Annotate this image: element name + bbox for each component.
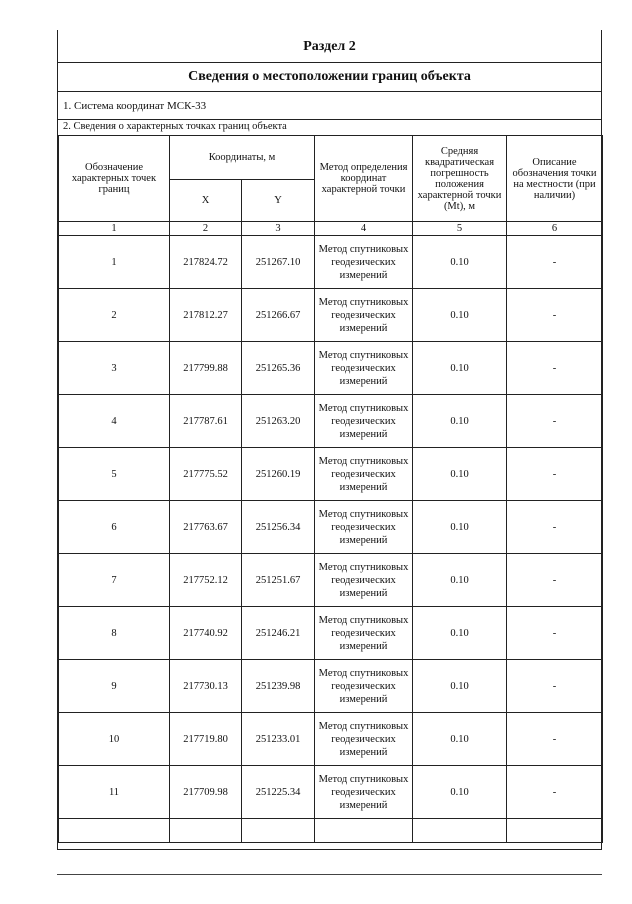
error-cell: 0.10: [413, 660, 507, 713]
header-coordinates: Координаты, м: [170, 136, 315, 180]
column-number-row: [59, 222, 603, 236]
header-point-name: Обозначение характерных точек границ: [59, 136, 170, 222]
description-cell: -: [507, 766, 603, 819]
point-number: 3: [59, 342, 170, 395]
error-cell: 0.10: [413, 448, 507, 501]
method-cell: Метод спутниковых геодезических измерений: [315, 554, 413, 607]
coordinate-x: 217799.88: [170, 342, 242, 395]
header-method: Метод определения координат характерной точки: [315, 136, 413, 222]
error-cell: 0.10: [413, 395, 507, 448]
point-number: 11: [59, 766, 170, 819]
description-cell: -: [507, 713, 603, 766]
points-caption: 2. Сведения о характерных точках границ объекта: [63, 121, 287, 132]
table-row: [59, 607, 603, 660]
coordinate-y: 251246.21: [242, 607, 315, 660]
column-number: 1: [59, 222, 170, 236]
coordinate-y: 251239.98: [242, 660, 315, 713]
coordinate-x: 217763.67: [170, 501, 242, 554]
error-cell: 0.10: [413, 766, 507, 819]
error-cell: 0.10: [413, 501, 507, 554]
column-number: 4: [315, 222, 413, 236]
table-row: [59, 713, 603, 766]
header-description: Описание обозначения точки на местности (при наличии): [507, 136, 603, 222]
description-cell: -: [507, 342, 603, 395]
coordinate-x: 217730.13: [170, 660, 242, 713]
coordinate-x: 217709.98: [170, 766, 242, 819]
point-number: 6: [59, 501, 170, 554]
method-cell: Метод спутниковых геодезических измерений: [315, 289, 413, 342]
coordinate-x: 217812.27: [170, 289, 242, 342]
description-cell: -: [507, 501, 603, 554]
section-title: Раздел 2: [303, 39, 356, 54]
header-error: Средняя квадратическая погрешность положения характерной точки (Mt), м: [413, 136, 507, 222]
description-cell: -: [507, 607, 603, 660]
method-cell: Метод спутниковых геодезических измерений: [315, 660, 413, 713]
error-cell: 0.10: [413, 607, 507, 660]
table-row: [59, 236, 603, 289]
coordinate-x: 217824.72: [170, 236, 242, 289]
description-cell: -: [507, 289, 603, 342]
method-cell: Метод спутниковых геодезических измерений: [315, 607, 413, 660]
error-cell: 0.10: [413, 554, 507, 607]
point-number: 2: [59, 289, 170, 342]
table-row: [59, 766, 603, 819]
coordinate-system-line: 1. Система координат МСК-33: [58, 92, 601, 120]
point-number: 1: [59, 236, 170, 289]
table-row-empty: [59, 819, 603, 843]
description-cell: -: [507, 554, 603, 607]
coordinate-x: 217752.12: [170, 554, 242, 607]
coordinate-y: 251265.36: [242, 342, 315, 395]
method-cell: Метод спутниковых геодезических измерений: [315, 236, 413, 289]
column-number: 5: [413, 222, 507, 236]
header-y: Y: [242, 180, 315, 222]
column-number: 2: [170, 222, 242, 236]
table-row: [59, 395, 603, 448]
coordinate-y: 251233.01: [242, 713, 315, 766]
point-number: 7: [59, 554, 170, 607]
coordinate-y: 251266.67: [242, 289, 315, 342]
table-row: [59, 342, 603, 395]
point-number: 9: [59, 660, 170, 713]
point-number: 5: [59, 448, 170, 501]
page-title: Сведения о местоположении границ объекта: [58, 62, 601, 92]
column-number: 3: [242, 222, 315, 236]
coordinate-y: 251263.20: [242, 395, 315, 448]
column-number: 6: [507, 222, 603, 236]
point-number: 4: [59, 395, 170, 448]
document-frame: [57, 30, 602, 850]
coordinate-y: 251256.34: [242, 501, 315, 554]
error-cell: 0.10: [413, 342, 507, 395]
description-cell: -: [507, 448, 603, 501]
method-cell: Метод спутниковых геодезических измерений: [315, 713, 413, 766]
point-number: 8: [59, 607, 170, 660]
method-cell: Метод спутниковых геодезических измерений: [315, 448, 413, 501]
error-cell: 0.10: [413, 713, 507, 766]
method-cell: Метод спутниковых геодезических измерений: [315, 342, 413, 395]
table-row: [59, 289, 603, 342]
table-body: [59, 236, 603, 843]
method-cell: Метод спутниковых геодезических измерений: [315, 501, 413, 554]
boundary-points-table: [58, 135, 603, 843]
table-row: [59, 660, 603, 713]
coordinate-x: 217740.92: [170, 607, 242, 660]
description-cell: -: [507, 395, 603, 448]
coordinate-x: 217787.61: [170, 395, 242, 448]
table-row: [59, 501, 603, 554]
coordinate-y: 251267.10: [242, 236, 315, 289]
error-cell: 0.10: [413, 289, 507, 342]
error-cell: 0.10: [413, 236, 507, 289]
description-cell: -: [507, 236, 603, 289]
page-bottom-rule: [57, 874, 602, 875]
table-row: [59, 554, 603, 607]
description-cell: -: [507, 660, 603, 713]
coordinate-y: 251251.67: [242, 554, 315, 607]
coordinate-y: 251260.19: [242, 448, 315, 501]
coordinate-x: 217775.52: [170, 448, 242, 501]
coordinate-y: 251225.34: [242, 766, 315, 819]
header-x: X: [170, 180, 242, 222]
point-number: 10: [59, 713, 170, 766]
method-cell: Метод спутниковых геодезических измерений: [315, 395, 413, 448]
method-cell: Метод спутниковых геодезических измерений: [315, 766, 413, 819]
coordinate-x: 217719.80: [170, 713, 242, 766]
table-row: [59, 448, 603, 501]
